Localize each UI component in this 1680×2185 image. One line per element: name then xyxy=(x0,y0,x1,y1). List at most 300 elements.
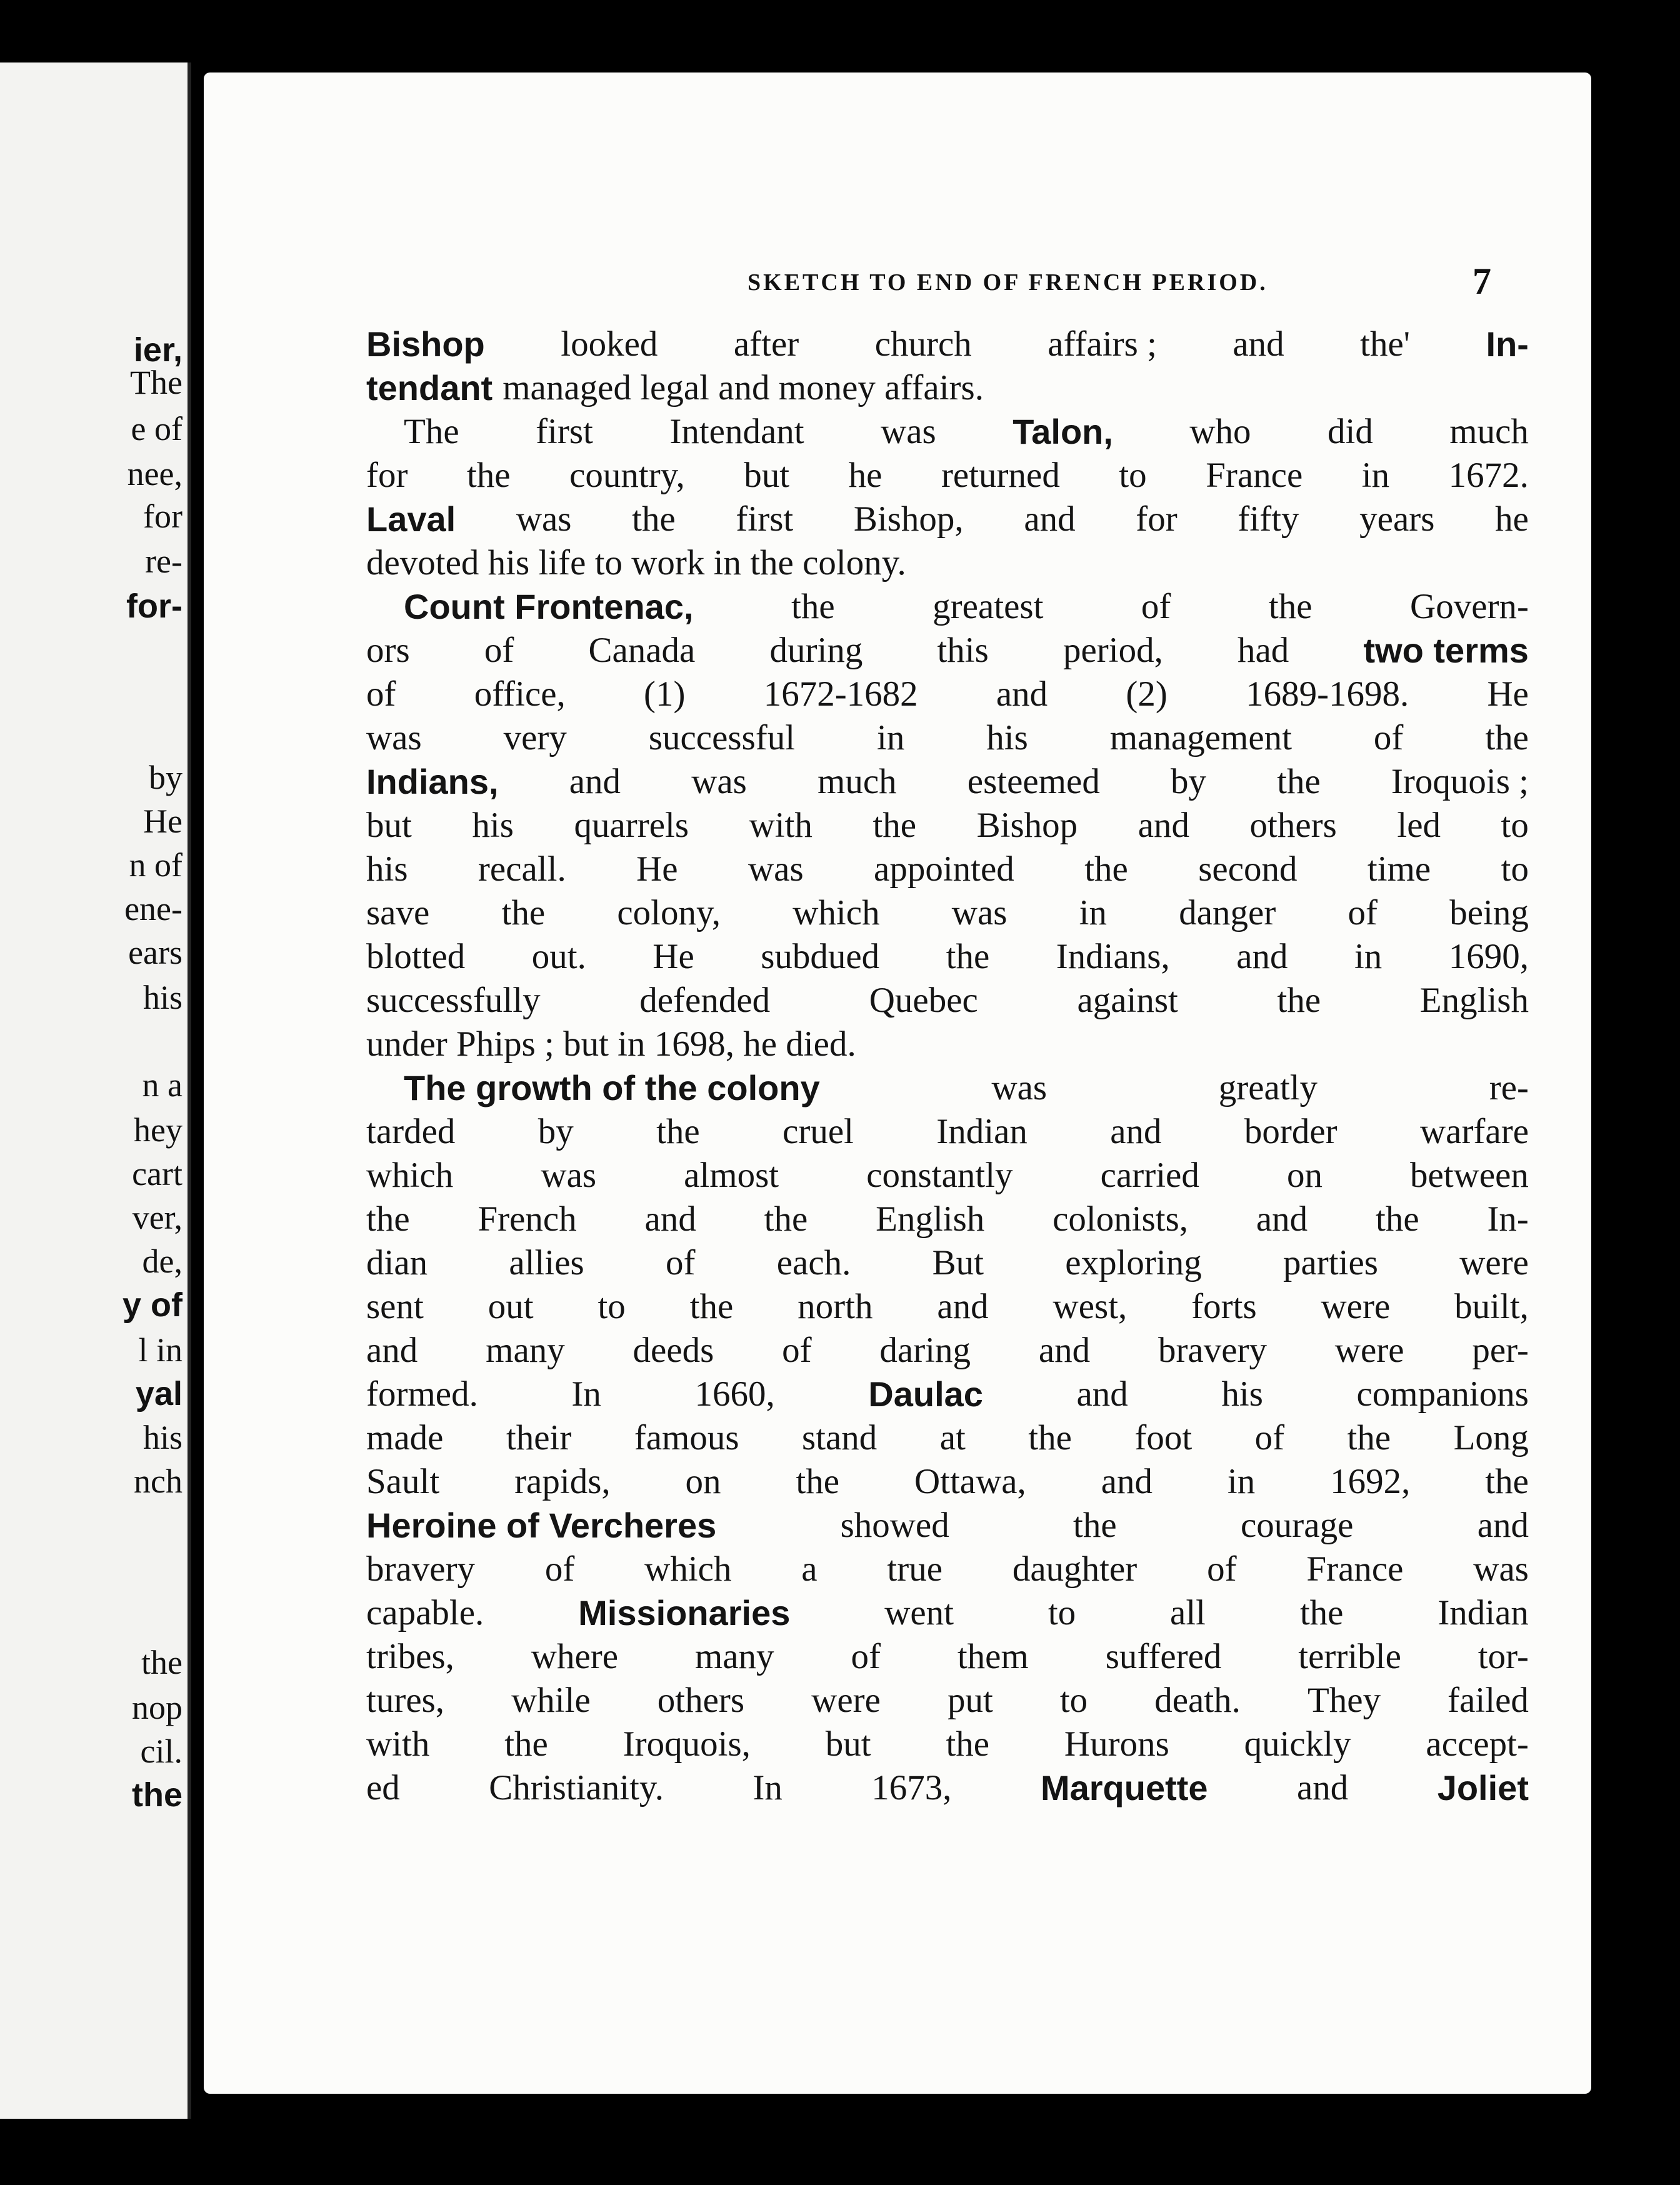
word: the xyxy=(1485,718,1529,758)
text-line xyxy=(366,629,1529,672)
word: north xyxy=(798,1287,873,1326)
word: Indian xyxy=(1438,1593,1529,1632)
book-page xyxy=(204,72,1591,2094)
word: tarded xyxy=(366,1112,456,1151)
body-text xyxy=(366,322,1529,1810)
word: and xyxy=(1138,806,1189,845)
word: in xyxy=(1361,456,1390,495)
word: and xyxy=(1236,937,1288,976)
facing-page-fragment: cil. xyxy=(140,1732,182,1770)
word: re- xyxy=(1489,1068,1529,1108)
text-line xyxy=(366,1154,1529,1198)
word: France xyxy=(1206,456,1303,495)
word: daring xyxy=(879,1331,971,1370)
word: In xyxy=(571,1374,601,1414)
word: deeds xyxy=(632,1331,714,1370)
word: made xyxy=(366,1418,444,1458)
text-line xyxy=(366,716,1529,760)
word: the xyxy=(366,1199,410,1239)
word: parties xyxy=(1283,1243,1378,1282)
word: after xyxy=(733,324,799,364)
word: death. xyxy=(1154,1681,1241,1720)
word: and xyxy=(1038,1331,1091,1370)
word: which xyxy=(366,1156,454,1195)
word: his xyxy=(366,849,408,889)
word: in xyxy=(1079,893,1108,932)
word: his xyxy=(472,806,514,845)
word: and xyxy=(1024,499,1076,539)
word: 1672. xyxy=(1448,456,1529,495)
word: to xyxy=(1501,806,1529,845)
facing-page-left xyxy=(0,62,191,2119)
facing-page-fragment: his xyxy=(142,1419,182,1456)
word: subdued xyxy=(761,937,880,976)
text-line xyxy=(366,585,1529,629)
word: famous xyxy=(634,1418,739,1458)
word: rapids, xyxy=(514,1462,611,1501)
word: in xyxy=(1227,1462,1256,1501)
word: tribes, xyxy=(366,1637,454,1676)
word: blotted xyxy=(366,937,466,976)
word: He xyxy=(1487,674,1529,714)
word: to xyxy=(1059,1681,1088,1720)
word: many xyxy=(486,1331,565,1370)
word: many xyxy=(694,1637,774,1676)
bold-term: two terms xyxy=(1363,631,1529,670)
word: was xyxy=(691,762,747,801)
word: bravery xyxy=(366,1549,476,1589)
word: went xyxy=(884,1593,954,1632)
word: much xyxy=(1449,412,1529,451)
word: was xyxy=(516,499,572,539)
text-line xyxy=(366,498,1529,541)
word: of xyxy=(1348,893,1378,932)
word: Iroquois ; xyxy=(1391,762,1529,801)
word: them xyxy=(957,1637,1029,1676)
word: of xyxy=(1254,1418,1285,1458)
facing-page-fragment: e of xyxy=(131,410,182,448)
word: They xyxy=(1307,1681,1381,1720)
word: and xyxy=(1256,1199,1308,1239)
word: and xyxy=(1101,1462,1153,1501)
word: the xyxy=(466,456,511,495)
word: and xyxy=(1232,324,1284,364)
word: colony, xyxy=(617,893,721,932)
bold-term: Count Frontenac, xyxy=(404,587,694,626)
text-line xyxy=(366,1635,1529,1679)
word: under Phips ; but in 1698, he died. xyxy=(366,1024,856,1064)
facing-page-fragment: re- xyxy=(145,542,182,580)
bold-term: Daulac xyxy=(868,1374,983,1414)
facing-page-fragment: hey xyxy=(134,1111,182,1149)
word: this xyxy=(937,631,989,670)
word: with xyxy=(366,1724,430,1764)
word: true xyxy=(887,1549,943,1589)
word: years xyxy=(1359,499,1435,539)
word: of xyxy=(782,1331,812,1370)
word: of xyxy=(544,1549,575,1589)
word: and xyxy=(1296,1768,1349,1808)
word: where xyxy=(531,1637,619,1676)
word: the xyxy=(632,499,676,539)
word: west, xyxy=(1052,1287,1128,1326)
word: Indians, xyxy=(1056,937,1170,976)
word: looked xyxy=(561,324,658,364)
facing-page-fragment: The xyxy=(130,364,182,401)
word: to xyxy=(598,1287,626,1326)
word: very xyxy=(503,718,567,758)
text-line xyxy=(366,454,1529,498)
facing-page-fragment: by xyxy=(149,759,182,796)
word: was xyxy=(541,1156,597,1195)
text-line xyxy=(366,1679,1529,1722)
word: recall. xyxy=(478,849,566,889)
word: were xyxy=(1459,1243,1529,1282)
word: devoted his life to work in the colony. xyxy=(366,543,906,582)
word: on xyxy=(1286,1156,1322,1195)
word: warfare xyxy=(1419,1112,1529,1151)
word: capable. xyxy=(366,1593,484,1632)
facing-page-fragment: the xyxy=(132,1776,182,1814)
word: appointed xyxy=(874,849,1014,889)
facing-page-fragment: nch xyxy=(134,1462,182,1500)
text-line xyxy=(366,1504,1529,1548)
text-line xyxy=(366,1416,1529,1460)
word: with xyxy=(749,806,812,845)
word: border xyxy=(1244,1112,1338,1151)
word: did xyxy=(1328,412,1373,451)
word: stand xyxy=(801,1418,878,1458)
running-head xyxy=(541,260,1491,310)
word: 1689-1698. xyxy=(1246,674,1409,714)
word: the xyxy=(1268,587,1312,626)
word: quarrels xyxy=(574,806,689,845)
word: defended xyxy=(639,981,771,1020)
word: daughter xyxy=(1012,1549,1138,1589)
word: 1692, xyxy=(1330,1462,1411,1501)
word: tures, xyxy=(366,1681,445,1720)
word: the' xyxy=(1360,324,1411,364)
text-line xyxy=(366,366,1529,410)
word: of xyxy=(851,1637,881,1676)
word: and xyxy=(1477,1506,1529,1545)
word: dian xyxy=(366,1243,428,1282)
text-line xyxy=(366,760,1529,804)
word: Intendant xyxy=(669,412,804,451)
word: managed legal and money affairs. xyxy=(502,368,984,408)
word: put xyxy=(947,1681,993,1720)
word: the xyxy=(764,1199,808,1239)
word: in xyxy=(1354,937,1382,976)
word: of xyxy=(665,1243,696,1282)
facing-page-fragment: ears xyxy=(128,934,182,971)
word: suffered xyxy=(1105,1637,1222,1676)
word: management xyxy=(1109,718,1292,758)
facing-page-fragment: n of xyxy=(129,846,182,884)
word: successfully xyxy=(366,981,541,1020)
word: was xyxy=(1473,1549,1529,1589)
word: cruel xyxy=(782,1112,854,1151)
word: were xyxy=(1321,1287,1391,1326)
word: (1) xyxy=(644,674,686,714)
word: during xyxy=(769,631,863,670)
text-line xyxy=(366,1066,1529,1110)
facing-page-fragment: ier, xyxy=(133,331,182,369)
text-line xyxy=(366,1198,1529,1241)
word: to xyxy=(1119,456,1147,495)
word: He xyxy=(636,849,678,889)
word: by xyxy=(538,1112,574,1151)
word: but xyxy=(744,456,790,495)
word: almost xyxy=(684,1156,779,1195)
word: on xyxy=(685,1462,721,1501)
bold-term: The growth of the colony xyxy=(404,1068,820,1108)
word: Govern- xyxy=(1410,587,1529,626)
word: which xyxy=(792,893,880,932)
word: their xyxy=(506,1418,572,1458)
word: he xyxy=(1495,499,1529,539)
word: but xyxy=(825,1724,871,1764)
word: others xyxy=(1249,806,1337,845)
word: forts xyxy=(1191,1287,1257,1326)
word: and xyxy=(996,674,1048,714)
word: in xyxy=(877,718,905,758)
word: sent xyxy=(366,1287,424,1326)
word: bravery xyxy=(1158,1331,1267,1370)
word: per- xyxy=(1472,1331,1529,1370)
word: the xyxy=(1277,981,1321,1020)
word: English xyxy=(876,1199,985,1239)
word: by xyxy=(1170,762,1206,801)
text-line xyxy=(366,1110,1529,1154)
text-line xyxy=(366,891,1529,935)
word: carried xyxy=(1100,1156,1199,1195)
text-line xyxy=(366,1548,1529,1591)
word: (2) xyxy=(1126,674,1168,714)
text-line xyxy=(366,979,1529,1022)
text-line xyxy=(366,541,1529,585)
word: Quebec xyxy=(869,981,978,1020)
text-line xyxy=(366,410,1529,454)
word: the xyxy=(501,893,546,932)
text-line xyxy=(366,1241,1529,1285)
word: against xyxy=(1077,981,1178,1020)
word: constantly xyxy=(866,1156,1013,1195)
word: the xyxy=(872,806,917,845)
word: the xyxy=(689,1287,734,1326)
word: of xyxy=(1373,718,1404,758)
word: esteemed xyxy=(967,762,1100,801)
facing-page-fragment: ver, xyxy=(132,1199,182,1236)
facing-page-fragment: yal xyxy=(135,1375,182,1412)
word: built, xyxy=(1454,1287,1529,1326)
bold-term: Laval xyxy=(366,499,456,539)
word: his xyxy=(986,718,1028,758)
word: much xyxy=(817,762,897,801)
word: the xyxy=(1073,1506,1117,1545)
word: Long xyxy=(1453,1418,1529,1458)
word: Iroquois, xyxy=(622,1724,751,1764)
word: exploring xyxy=(1065,1243,1202,1282)
word: at xyxy=(939,1418,966,1458)
text-line xyxy=(366,804,1529,848)
word: Ottawa, xyxy=(914,1462,1026,1501)
word: of xyxy=(1141,587,1171,626)
word: and xyxy=(366,1331,418,1370)
word: the xyxy=(1347,1418,1391,1458)
word: In- xyxy=(1487,1199,1529,1239)
word: was xyxy=(881,412,936,451)
word: danger xyxy=(1179,893,1276,932)
word: the xyxy=(791,587,835,626)
word: out xyxy=(488,1287,534,1326)
word: period, xyxy=(1062,631,1163,670)
facing-page-fragment: for- xyxy=(126,588,182,625)
word: between xyxy=(1410,1156,1529,1195)
word: his xyxy=(1221,1374,1263,1414)
word: ed xyxy=(366,1768,400,1808)
text-line xyxy=(366,1022,1529,1066)
word: Sault xyxy=(366,1462,440,1501)
word: failed xyxy=(1448,1681,1529,1720)
bold-term: tendant xyxy=(366,368,493,408)
word: Bishop, xyxy=(853,499,964,539)
word: was xyxy=(991,1068,1048,1108)
word: English xyxy=(1419,981,1529,1020)
word: France xyxy=(1306,1549,1404,1589)
word: second xyxy=(1198,849,1298,889)
word: which xyxy=(644,1549,732,1589)
word: greatly xyxy=(1218,1068,1318,1108)
word: save xyxy=(366,893,430,932)
word: of xyxy=(1207,1549,1237,1589)
word: he xyxy=(848,456,882,495)
word: formed. xyxy=(366,1374,478,1414)
word: and xyxy=(1076,1374,1128,1414)
word: the xyxy=(796,1462,840,1501)
word: terrible xyxy=(1298,1637,1401,1676)
text-line xyxy=(366,1329,1529,1372)
word: returned xyxy=(941,456,1060,495)
facing-page-fragment: He xyxy=(143,802,182,840)
word: 1690, xyxy=(1448,937,1529,976)
word: church xyxy=(874,324,972,364)
word: foot xyxy=(1134,1418,1192,1458)
bold-term: Talon, xyxy=(1012,412,1113,451)
word: country, xyxy=(569,456,685,495)
word: each. xyxy=(776,1243,851,1282)
word: out. xyxy=(531,937,586,976)
text-line xyxy=(366,322,1529,366)
facing-page-fragment: de, xyxy=(142,1242,182,1280)
text-line xyxy=(366,1766,1529,1810)
word: the xyxy=(1485,1462,1529,1501)
word: to xyxy=(1501,849,1529,889)
word: He xyxy=(652,937,694,976)
word: Hurons xyxy=(1064,1724,1169,1764)
facing-page-fragment: the xyxy=(141,1644,182,1681)
word: the xyxy=(1084,849,1128,889)
facing-page-fragment: ene- xyxy=(124,890,182,928)
text-line xyxy=(366,848,1529,891)
word: was xyxy=(748,849,804,889)
word: accept- xyxy=(1426,1724,1529,1764)
bold-term: Missionaries xyxy=(578,1593,791,1632)
word: 1673, xyxy=(871,1768,952,1808)
word: and xyxy=(937,1287,989,1326)
word: the xyxy=(946,1724,990,1764)
word: and xyxy=(1110,1112,1162,1151)
word: successful xyxy=(648,718,796,758)
facing-page-fragment: nop xyxy=(132,1689,182,1726)
word: for xyxy=(1136,499,1178,539)
word: 1660, xyxy=(694,1374,775,1414)
word: all xyxy=(1170,1593,1206,1632)
facing-page-fragment: his xyxy=(142,979,182,1016)
text-line xyxy=(366,1460,1529,1504)
word: was xyxy=(366,718,422,758)
word: and xyxy=(644,1199,696,1239)
word: French xyxy=(478,1199,577,1239)
word: The xyxy=(404,412,459,451)
word: the xyxy=(656,1112,700,1151)
word: colonists, xyxy=(1052,1199,1189,1239)
bold-term: In- xyxy=(1486,324,1529,364)
bold-term: Heroine of Vercheres xyxy=(366,1506,717,1545)
word: showed xyxy=(840,1506,949,1545)
word: But xyxy=(932,1243,984,1282)
text-line xyxy=(366,1722,1529,1766)
bold-term: Indians, xyxy=(366,762,499,801)
word: for xyxy=(366,456,408,495)
word: were xyxy=(811,1681,881,1720)
word: the xyxy=(1277,762,1321,801)
word: companions xyxy=(1356,1374,1529,1414)
word: of xyxy=(366,674,396,714)
word: quickly xyxy=(1244,1724,1351,1764)
bold-term: Bishop xyxy=(366,324,485,364)
word: ors xyxy=(366,631,410,670)
page-number: 7 xyxy=(1472,261,1491,302)
word: greatest xyxy=(932,587,1044,626)
word: time xyxy=(1367,849,1431,889)
word: the xyxy=(1028,1418,1072,1458)
word: affairs ; xyxy=(1048,324,1157,364)
word: Canada xyxy=(588,631,696,670)
word: led xyxy=(1397,806,1441,845)
word: while xyxy=(511,1681,591,1720)
bold-term: Joliet xyxy=(1437,1768,1529,1808)
facing-page-fragment: cart xyxy=(132,1155,182,1192)
word: had xyxy=(1237,631,1289,670)
word: tor- xyxy=(1478,1637,1529,1676)
word: to xyxy=(1048,1593,1076,1632)
word: were xyxy=(1334,1331,1404,1370)
word: first xyxy=(736,499,794,539)
word: others xyxy=(657,1681,745,1720)
running-title: SKETCH TO END OF FRENCH PERIOD. xyxy=(748,269,1268,296)
facing-page-fragment: l in xyxy=(138,1331,182,1369)
word: Indian xyxy=(936,1112,1028,1151)
text-line xyxy=(366,1372,1529,1416)
text-line xyxy=(366,1285,1529,1329)
text-line xyxy=(366,1591,1529,1635)
facing-page-fragment: for xyxy=(143,498,182,535)
word: courage xyxy=(1240,1506,1354,1545)
word: the xyxy=(946,937,990,976)
word: 1672-1682 xyxy=(763,674,918,714)
word: who xyxy=(1189,412,1251,451)
